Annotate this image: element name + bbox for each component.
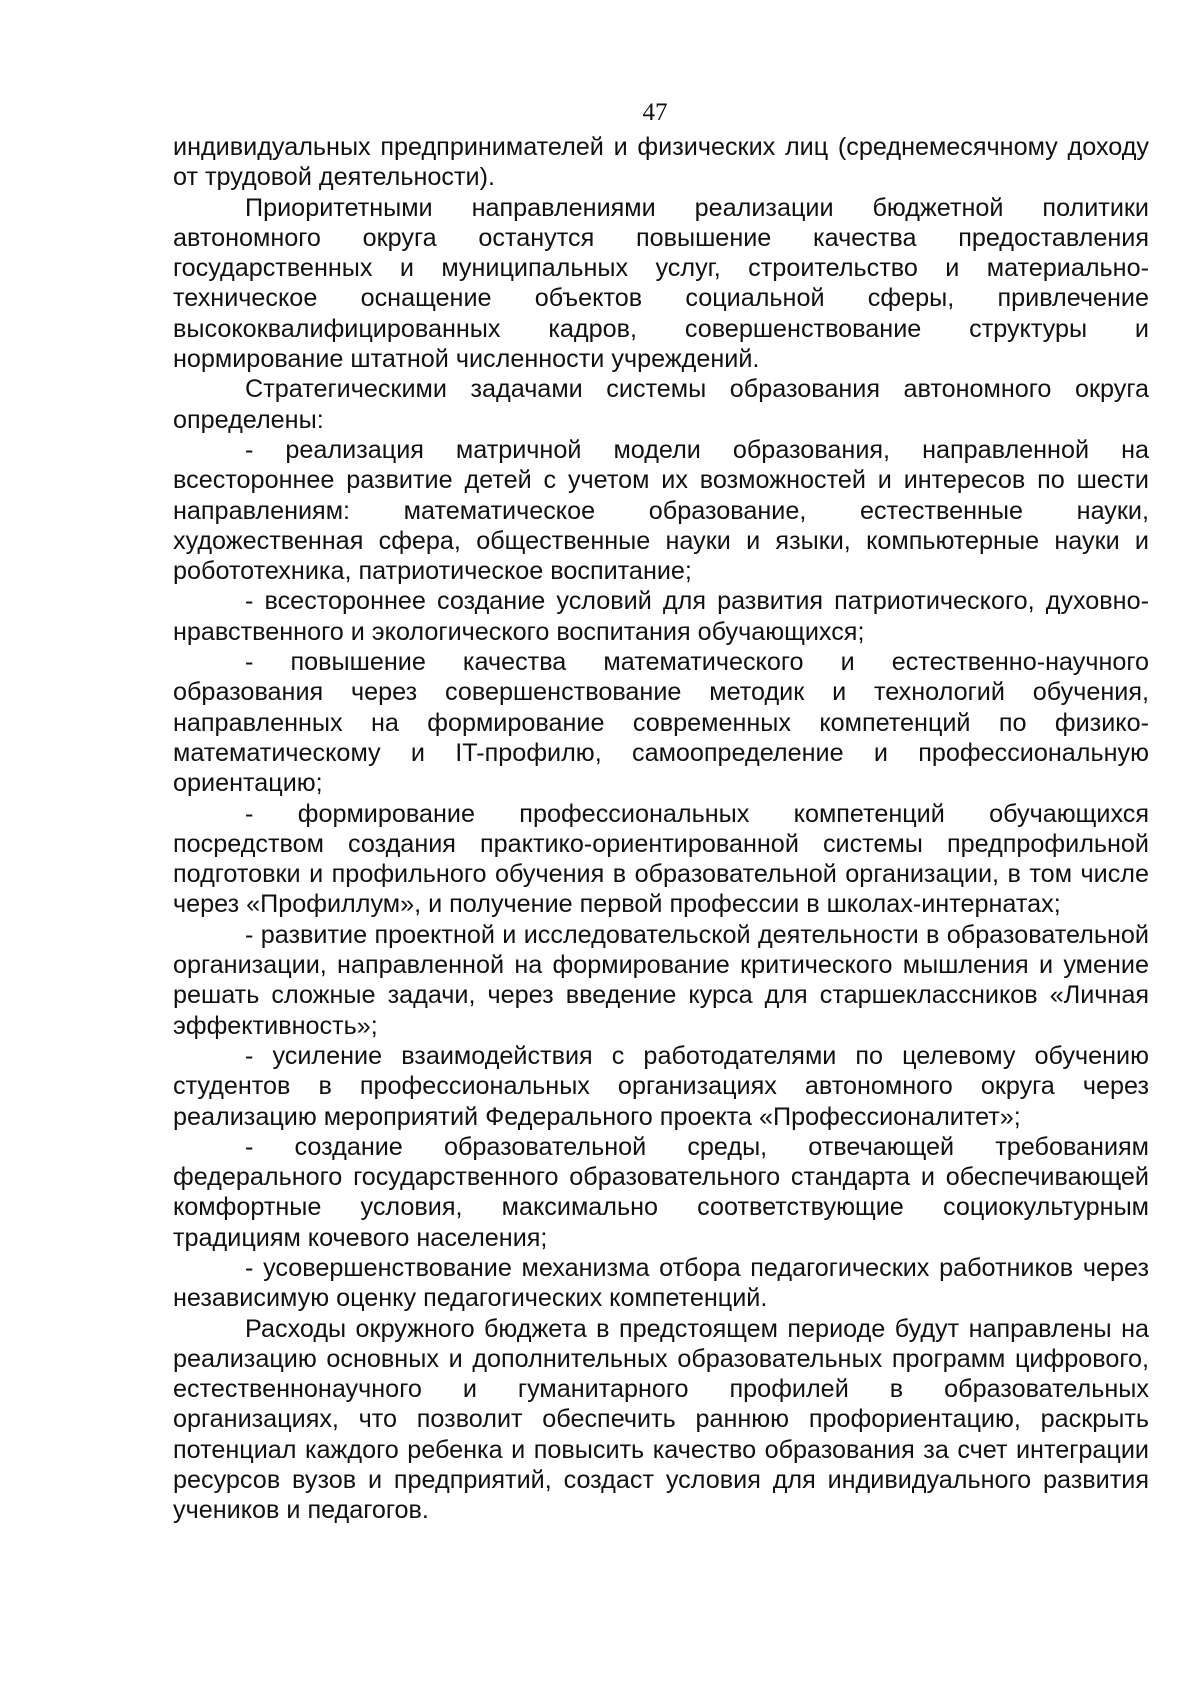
paragraph: индивидуальных предпринимателей и физических лиц (среднемесячному доходу от трудовой деятельности). bbox=[173, 133, 1149, 192]
list-item: - реализация матричной модели образования, направленной на всестороннее развитие детей с учетом их возможностей и интересов по шести направлениям: математическое образование, естественные науки, художественная сфера, общественные науки и языки, компьютерные науки и робототехника, патриотическое воспитание; bbox=[173, 435, 1149, 586]
list-item: - усовершенствование механизма отбора педагогических работников через независимую оценку педагогических компетенций. bbox=[173, 1253, 1149, 1313]
list-item: - усиление взаимодействия с работодателями по целевому обучению студентов в профессиональных организациях автономного округа через реализацию мероприятий Федерального проекта «Профессионалитет»; bbox=[173, 1041, 1149, 1131]
list-item: - развитие проектной и исследовательской деятельности в образовательной организации, направленной на формирование критического мышления и умение решать сложные задачи, через введение курса для старшеклассников «Личная эффективность»; bbox=[173, 920, 1149, 1040]
page-number: 47 bbox=[642, 99, 668, 126]
list-item: - повышение качества математического и естественно-научного образования через совершенствование методик и технологий обучения, направленных на формирование современных компетенций по физико-математическому и IT-профилю, самоопределение и профессиональную ориентацию; bbox=[173, 648, 1149, 798]
list-item: - всестороннее создание условий для развития патриотического, духовно-нравственного и экологического воспитания обучающихся; bbox=[173, 587, 1149, 646]
list-item: - формирование профессиональных компетенций обучающихся посредством создания практико-ориентированной системы предпрофильной подготовки и профильного обучения в образовательной организации, в том числе через «Профиллум», и получение первой профессии в школах-интернатах; bbox=[173, 799, 1149, 919]
paragraph: Стратегическими задачами системы образования автономного округа определены: bbox=[173, 375, 1149, 434]
list-item: - создание образовательной среды, отвечающей требованиям федерального государственного образовательного стандарта и обеспечивающей комфортные условия, максимально соответствующие социокультурным традициям кочевого населения; bbox=[173, 1132, 1149, 1252]
paragraph: Расходы окружного бюджета в предстоящем периоде будут направлены на реализацию основных и дополнительных образовательных программ цифрового, естественнонаучного и гуманитарного профилей в образовательных организациях, что позволит обеспечить раннюю профориентацию, раскрыть потенциал каждого ребенка и повысить качество образования за счет интеграции ресурсов вузов и предприятий, создаст условия для индивидуального развития учеников и педагогов. bbox=[173, 1314, 1149, 1525]
body-text bbox=[173, 132, 1149, 1526]
paragraph: Приоритетными направлениями реализации бюджетной политики автономного округа останутся повышение качества предоставления государственных и муниципальных услуг, строительство и материально-техническое оснащение объектов социальной сферы, привлечение высококвалифицированных кадров, совершенствование структуры и нормирование штатной численности учреждений. bbox=[173, 193, 1149, 374]
